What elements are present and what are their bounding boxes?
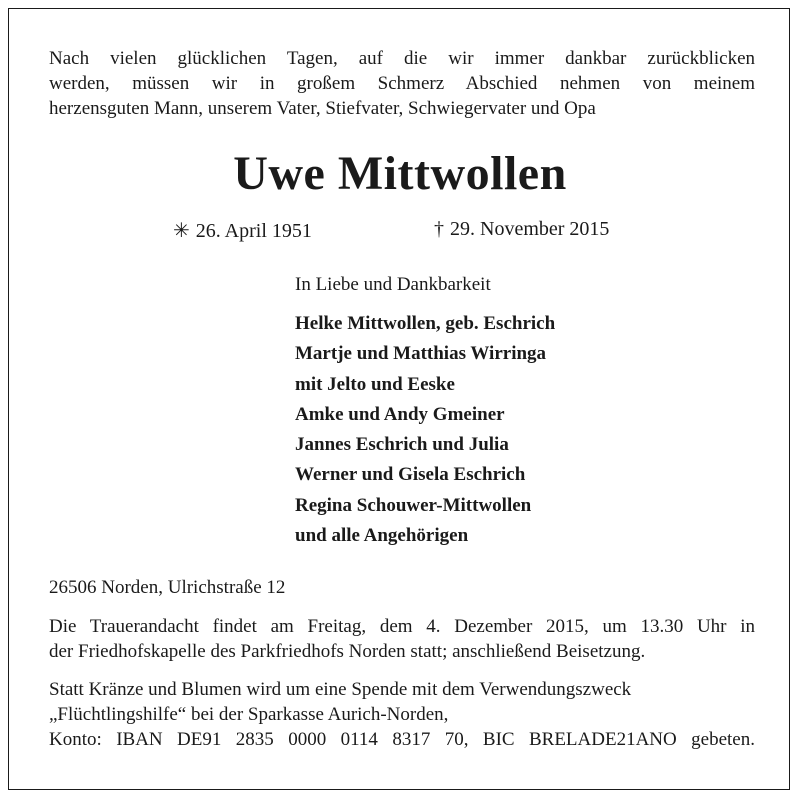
service-line-2: der Friedhofskapelle des Parkfriedhofs Norden statt; anschließend Beisetzung.	[49, 641, 646, 662]
mourners-intro: In Liebe und Dankbarkeit	[295, 274, 491, 295]
birth-star-icon: ✳	[173, 220, 190, 242]
mourner-name: Martje und Matthias Wirringa	[295, 343, 547, 365]
death-cross-icon: †	[434, 218, 444, 240]
death-date: 29. November 2015	[450, 218, 610, 240]
donation-line-1: Statt Kränze und Blumen wird um eine Spende mit dem Verwendungszweck	[49, 679, 632, 700]
donation-line-3: Konto: IBAN DE91 2835 0000 0114 8317 70, BIC BRELADE21ANO gebeten.	[49, 729, 755, 750]
intro-line-2: werden, müssen wir in großem Schmerz Abschied nehmen von meinem	[49, 73, 755, 94]
family-address: 26506 Norden, Ulrichstraße 12	[49, 577, 286, 598]
mourner-name: Amke und Andy Gmeiner	[295, 403, 505, 425]
death-date-block	[434, 218, 609, 241]
mourner-name: Helke Mittwollen, geb. Eschrich	[295, 313, 556, 334]
mourner-name: und alle Angehörigen	[295, 525, 469, 547]
mourner-name: Werner und Gisela Eschrich	[295, 464, 526, 486]
mourners-list	[295, 309, 555, 551]
intro-line-3: herzensguten Mann, unserem Vater, Stiefvater, Schwiegervater und Opa	[49, 98, 596, 119]
birth-date-block	[173, 218, 312, 243]
mourner-name: Jannes Eschrich und Julia	[295, 434, 509, 456]
donation-info	[49, 677, 755, 752]
donation-line-2: „Flüchtlingshilfe“ bei der Sparkasse Aurich-Norden,	[49, 704, 449, 725]
intro-line-1: Nach vielen glücklichen Tagen, auf die wir immer dankbar zurückblicken	[49, 48, 755, 69]
birth-date: 26. April 1951	[195, 220, 312, 242]
service-line-1: Die Trauerandacht findet am Freitag, dem 4. Dezember 2015, um 13.30 Uhr in	[49, 616, 755, 637]
mourner-name: Regina Schouwer-Mittwollen	[295, 494, 532, 516]
service-info	[49, 614, 755, 664]
intro-text	[49, 46, 755, 121]
mourner-name: mit Jelto und Eeske	[295, 373, 455, 395]
deceased-name: Uwe Mittwollen	[233, 147, 567, 200]
